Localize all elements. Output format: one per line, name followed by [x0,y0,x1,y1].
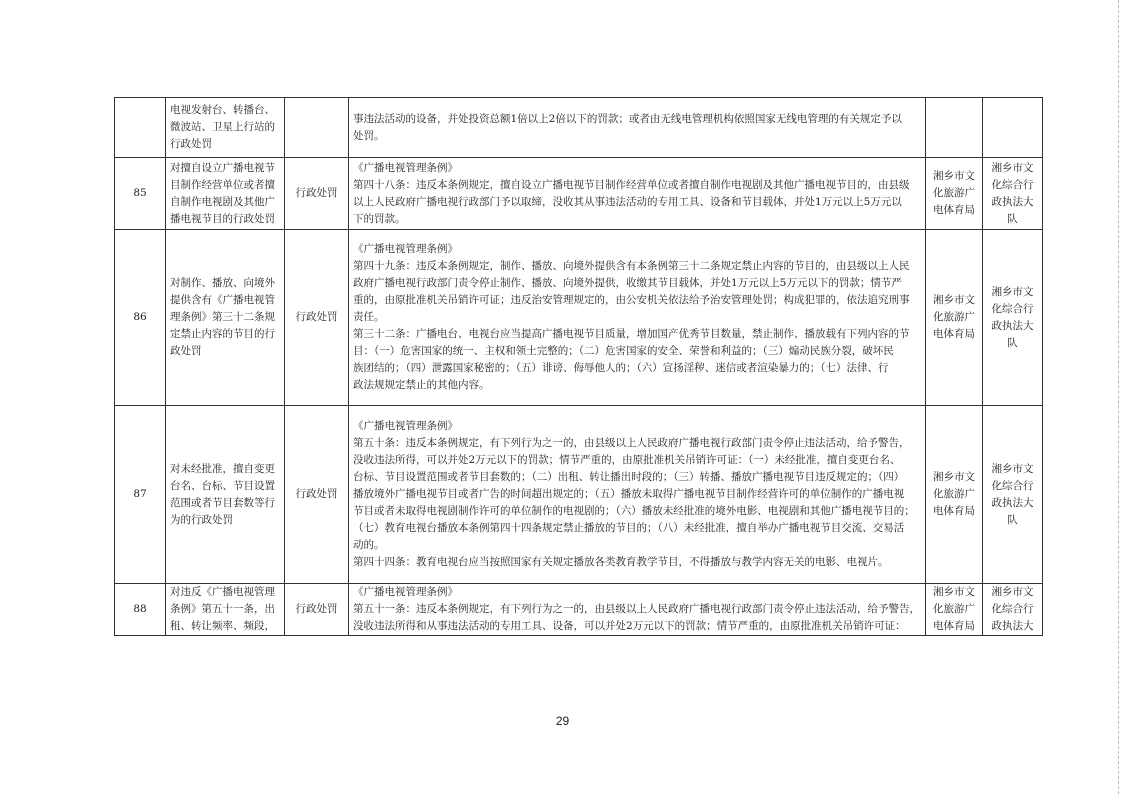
item-name-cell-line: 范围或者节目套数等行 [170,496,275,509]
executor-cell-line: 湘乡市文 [991,285,1034,298]
department-cell-line: 湘乡市文 [933,294,975,306]
legal-basis-cell-line: 没收违法所得，可以并处2万元以下的罚款；情节严重的，由原批准机关吊销许可证：（一）未经批准，擅自变更台名、 [353,454,901,466]
legal-basis-cell-line: 《广播电视管理条例》 [353,161,458,174]
action-type-cell: 行政处罚 [285,406,349,584]
executor-cell-line: 化综合行 [991,302,1034,315]
table-row [115,158,1043,230]
legal-basis-cell-line: 《广播电视管理条例》 [353,420,458,432]
page-number: 29 [555,714,570,728]
executor-cell [983,158,1043,230]
table-row [115,230,1043,406]
department-cell [926,98,983,158]
department-cell-line: 湘乡市文 [933,586,975,598]
legal-basis-cell-line: 第五十一条：违反本条例规定，有下列行为之一的，由县级以上人民政府广播电视行政部门责令停止违法活动，给予警告， [353,603,920,615]
legal-basis-cell-line: 第三十二条：广播电台、电视台应当提高广播电视节目质量，增加国产优秀节目数量，禁止制作、播放载有下列内容的节 [353,328,910,340]
table-row [115,98,1043,158]
legal-basis-cell-line: 下的罚款。 [353,212,406,225]
legal-basis-cell-line: 《广播电视管理条例》 [353,586,458,598]
item-name-cell-line: 理条例》第三十二条规 [170,311,275,323]
department-cell [926,584,983,636]
department-cell-line: 电体育局 [933,204,975,216]
item-name-cell-line: 提供含有《广播电视管 [170,294,275,306]
executor-cell-line: 湘乡市文 [991,161,1034,174]
action-type-cell: 行政处罚 [285,584,349,636]
penalty-table [114,97,1043,636]
item-name-cell-line: 租、转让频率、频段， [170,620,275,632]
item-name-cell-line: 为的行政处罚 [170,513,233,526]
department-cell-line: 化旅游广 [933,603,975,615]
legal-basis-cell-line: 目：（一）危害国家的统一、主权和领土完整的；（二）危害国家的安全、荣誉和利益的；（三）煽动民族分裂，破坏民 [353,345,894,357]
executor-cell-line: 化综合行 [991,603,1034,615]
action-type-cell: 行政处罚 [285,158,349,230]
legal-basis-cell-line: 节目或者未取得电视剧制作许可的单位制作的电视剧的；（六）播放未经批准的境外电影、电视剧和其他广播电视节目的； [353,505,915,517]
action-type-cell: 行政处罚 [285,230,349,406]
item-name-cell-line: 定禁止内容的节目的行 [170,328,275,340]
row-number-cell: 85 [115,158,166,230]
legal-basis-cell [349,584,926,636]
item-name-cell-line: 对违反《广播电视管理 [170,586,275,598]
action-type-cell [285,98,349,158]
department-cell-line: 化旅游广 [933,311,975,323]
executor-cell-line: 政执法大 [991,319,1034,332]
item-name-cell-line: 对未经批准，擅自变更 [170,462,275,475]
executor-cell-line: 政执法大 [991,496,1034,509]
legal-basis-cell-line: 第四十八条：违反本条例规定，擅自设立广播电视节目制作经营单位或者擅自制作电视剧及其他广播电视节目的，由县级 [353,178,910,191]
table-row [115,406,1043,584]
item-name-cell-line: 台名、台标、节目设置 [170,479,275,492]
executor-cell [983,406,1043,584]
legal-basis-cell-line: 第四十四条：教育电视台应当按照国家有关规定播放各类教育教学节目，不得播放与教学内容无关的电影、电视片。 [353,556,889,568]
legal-basis-cell-line: 重的，由原批准机关吊销许可证；违反治安管理规定的，由公安机关依法给予治安管理处罚；构成犯罪的，依法追究刑事 [353,294,910,306]
item-name-cell-line: 政处罚 [170,345,202,357]
table-row [115,584,1043,636]
item-name-cell [166,158,285,230]
legal-basis-cell-line: 台标、节目设置范围或者节目套数的；（二）出租、转让播出时段的；（三）转播、播放广播电视节目违反规定的；（四） [353,471,905,483]
department-cell [926,230,983,406]
department-cell [926,158,983,230]
legal-basis-cell-line: 事违法活动的设备，并处投资总额1倍以上2倍以下的罚款；或者由无线电管理机构依照国家无线电管理的有关规定予以 [353,112,902,125]
department-cell-line: 湘乡市文 [933,170,975,182]
legal-basis-cell [349,230,926,406]
executor-cell-line: 湘乡市文 [991,462,1034,475]
item-name-cell-line: 对擅自设立广播电视节 [170,161,275,174]
page-edge-marks [1118,0,1119,794]
legal-basis-cell-line: 动的。 [353,539,385,551]
legal-basis-cell-line: 处罚。 [353,129,385,142]
item-name-cell-line: 播电视节目的行政处罚 [170,212,275,225]
legal-basis-cell-line: 没收违法所得和从事违法活动的专用工具、设备，可以并处2万元以下的罚款；情节严重的，由原批准机关吊销许可证： [353,620,906,632]
executor-cell-line: 政执法大 [991,620,1034,632]
executor-cell-line: 队 [1007,336,1018,349]
department-cell-line: 电体育局 [933,505,975,517]
legal-basis-cell-line: 第四十九条：违反本条例规定，制作、播放、向境外提供含有本条例第三十二条规定禁止内容的节目的，由县级以上人民 [353,260,910,272]
item-name-cell-line: 对制作、播放、向境外 [170,277,275,289]
legal-basis-cell-line: 责任。 [353,311,385,323]
executor-cell-line: 化综合行 [991,479,1034,492]
legal-basis-cell [349,158,926,230]
legal-basis-cell-line: 《广播电视管理条例》 [353,243,458,255]
item-name-cell-line: 自制作电视剧及其他广 [170,195,275,208]
department-cell-line: 化旅游广 [933,187,975,199]
legal-basis-cell-line: （七）教育电视台播放本条例第四十四条规定禁止播放的节目的；（八）未经批准，擅自举办广播电视节目交流、交易活 [353,522,905,534]
executor-cell-line: 政执法大 [991,195,1034,208]
row-number-cell: 86 [115,230,166,406]
item-name-cell [166,584,285,636]
department-cell-line: 化旅游广 [933,488,975,500]
legal-basis-cell [349,406,926,584]
row-number-cell: 88 [115,584,166,636]
item-name-cell-line: 行政处罚 [170,138,212,150]
department-cell-line: 电体育局 [933,328,975,340]
legal-basis-cell-line: 第五十条：违反本条例规定，有下列行为之一的，由县级以上人民政府广播电视行政部门责令停止违法活动，给予警告， [353,437,910,449]
executor-cell [983,98,1043,158]
executor-cell [983,584,1043,636]
item-name-cell-line: 条例》第五十一条，出 [170,603,275,615]
executor-cell-line: 湘乡市文 [991,586,1034,598]
legal-basis-cell-line: 政法规规定禁止的其他内容。 [353,379,490,391]
department-cell-line: 湘乡市文 [933,471,975,483]
legal-basis-cell-line: 播放境外广播电视节目或者广告的时间超出规定的；（五）播放未取得广播电视节目制作经营许可的单位制作的广播电视 [353,488,905,500]
legal-basis-cell-line: 以上人民政府广播电视行政部门予以取缔，没收其从事违法活动的专用工具、设备和节目载体，并处1万元以上5万元以 [353,195,902,208]
item-name-cell-line: 目制作经营单位或者擅 [170,178,275,191]
legal-basis-cell [349,98,926,158]
row-number-cell [115,98,166,158]
executor-cell-line: 队 [1007,513,1018,526]
legal-basis-cell-line: 族团结的；（四）泄露国家秘密的；（五）诽谤、侮辱他人的；（六）宣扬淫秽、迷信或者渲染暴力的；（七）法律、行 [353,362,889,374]
department-cell-line: 电体育局 [933,620,975,632]
legal-basis-cell-line: 政府广播电视行政部门责令停止制作、播放、向境外提供，收缴其节目载体，并处1万元以上5万元以下的罚款；情节严 [353,277,902,289]
table-body [115,98,1043,636]
item-name-cell [166,406,285,584]
executor-cell [983,230,1043,406]
executor-cell-line: 化综合行 [991,178,1034,191]
item-name-cell-line: 电视发射台、转播台、 [170,104,275,116]
item-name-cell [166,98,285,158]
item-name-cell [166,230,285,406]
executor-cell-line: 队 [1007,212,1018,225]
row-number-cell: 87 [115,406,166,584]
item-name-cell-line: 微波站、卫星上行站的 [170,121,275,133]
department-cell [926,406,983,584]
